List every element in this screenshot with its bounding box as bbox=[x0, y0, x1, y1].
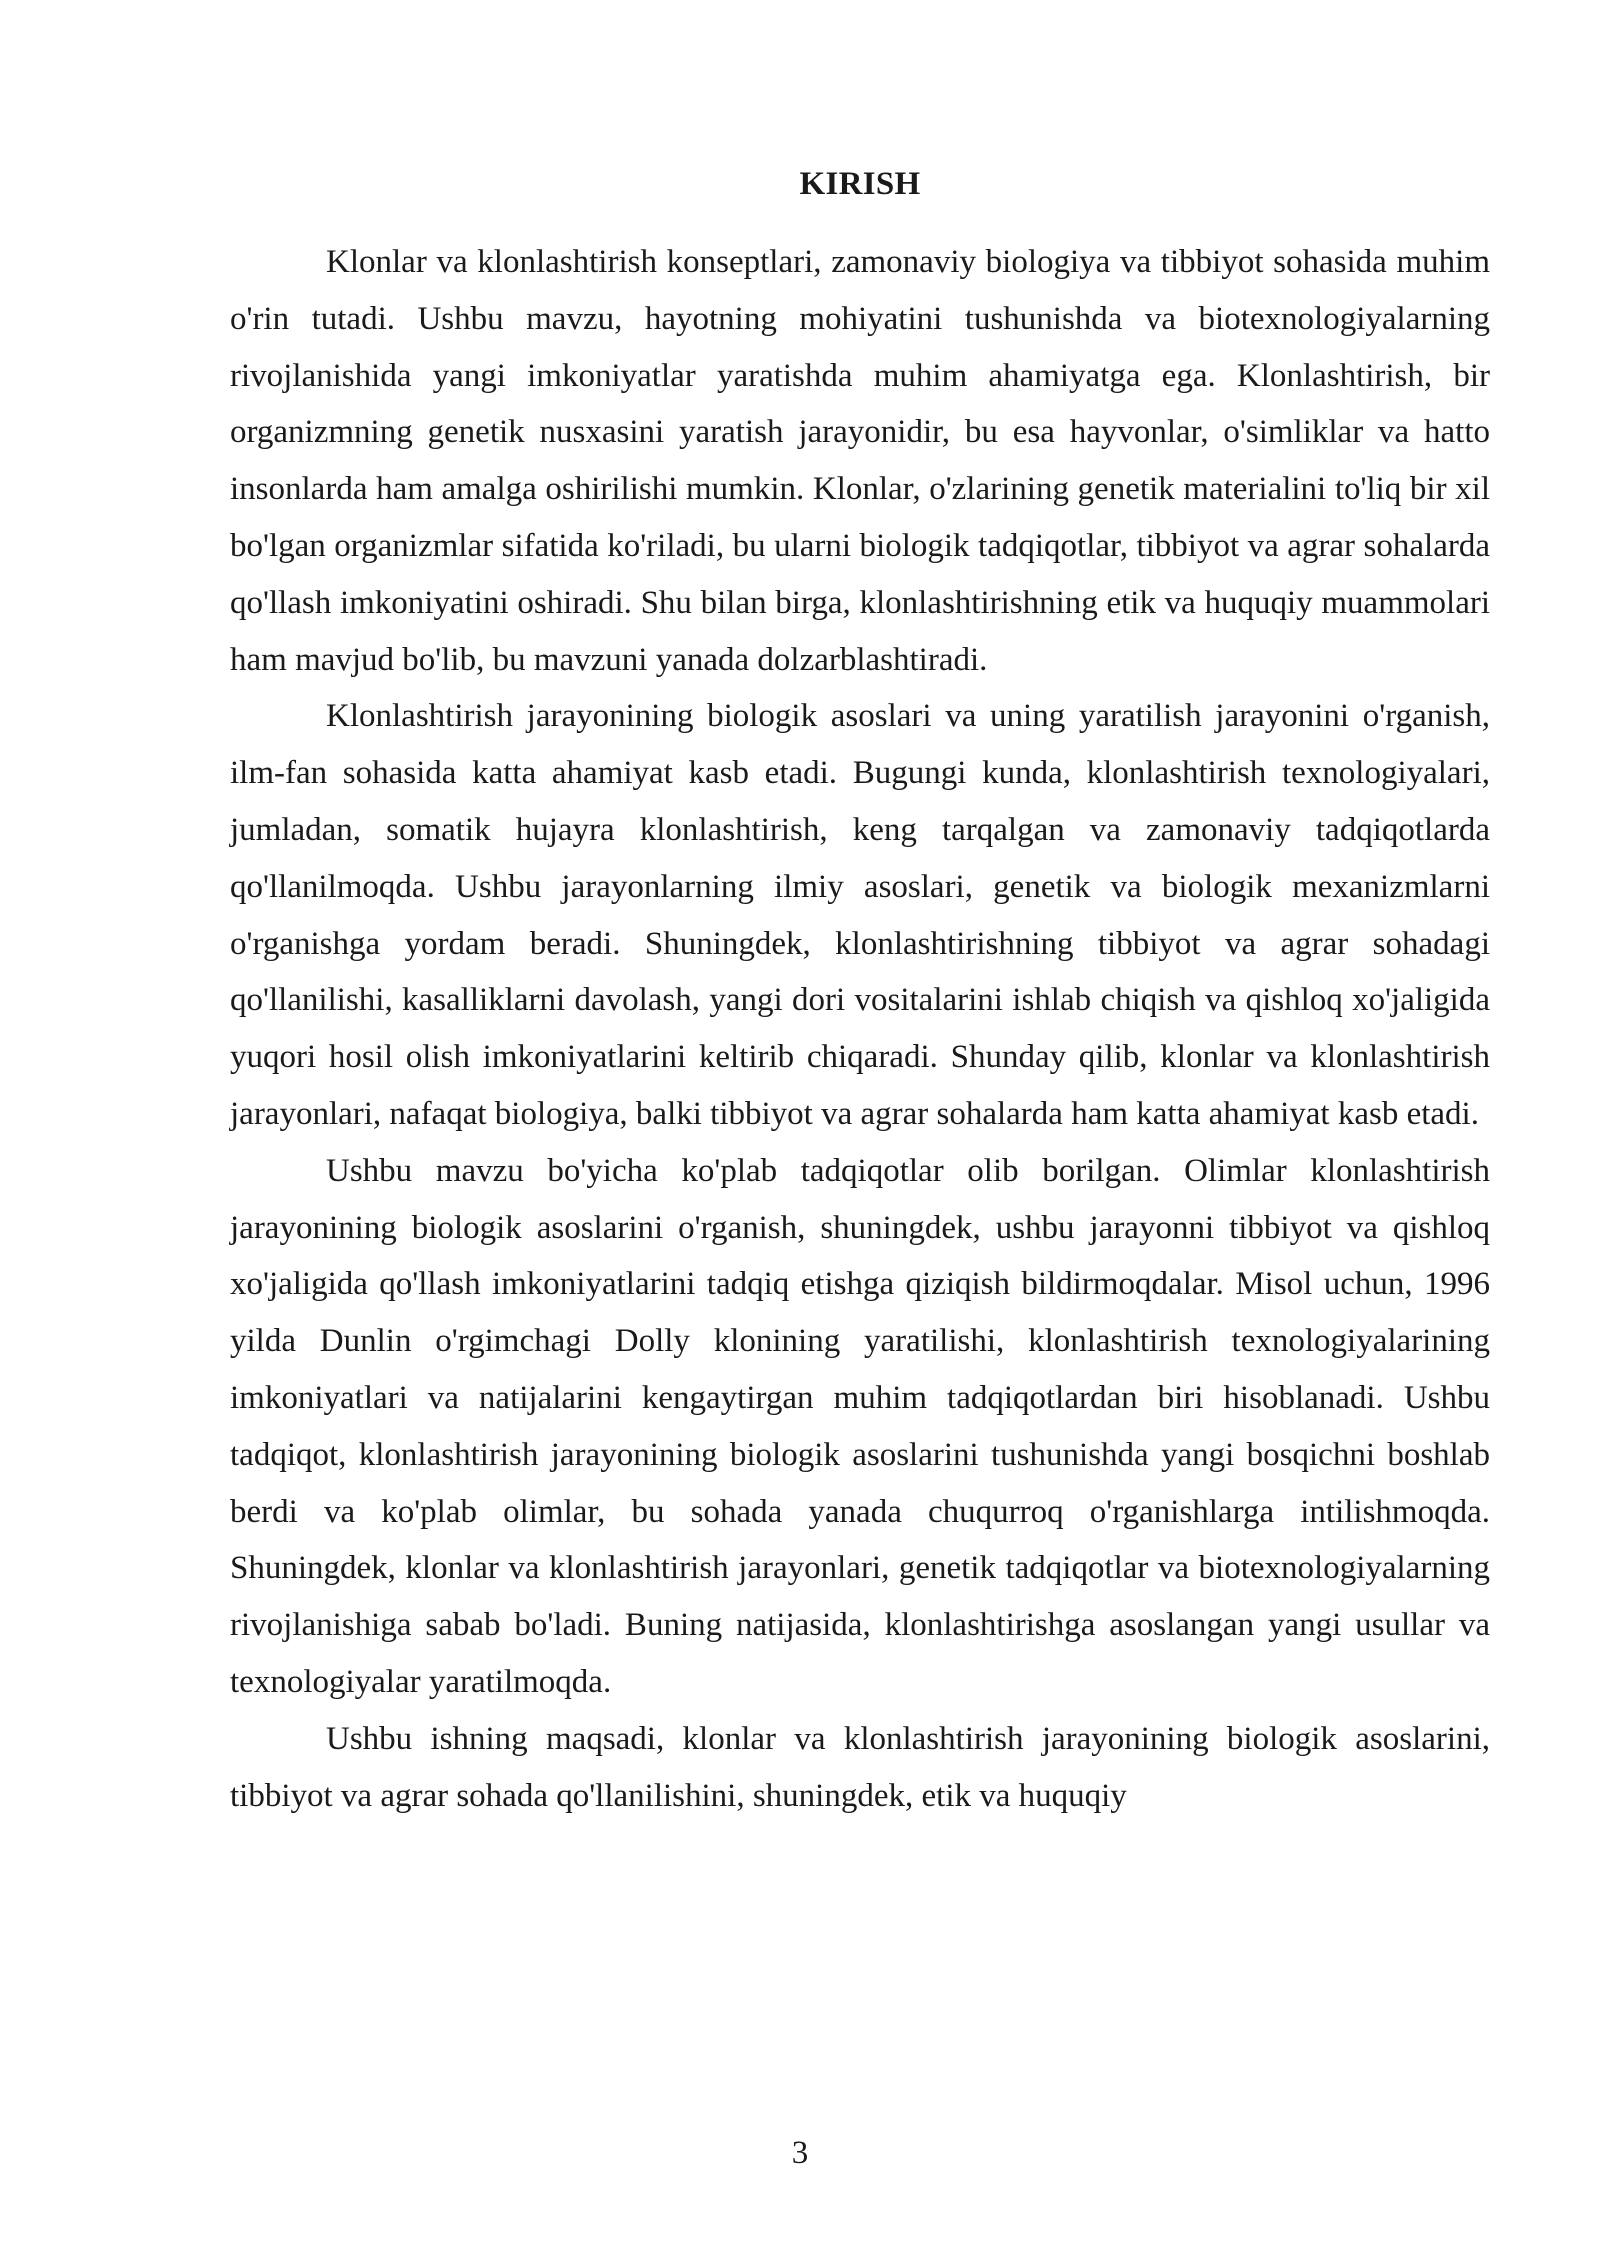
document-page bbox=[230, 160, 1490, 1824]
paragraph-3: Ushbu mavzu bo'yicha ko'plab tadqiqotlar olib borilgan. Olimlar klonlashtirish jarayonining biologik asoslarini o'rganish, shuningdek, ushbu jarayonni tibbiyot va qishloq xo'jaligida qo'llash imkoniyatlarini tadqiq etishga qiziqish bildirmoqdalar. Misol uchun, 1996 yilda Dunlin o'rgimchagi Dolly klonining yaratilishi, klonlashtirish texnologiyalarining imkoniyatlari va natijalarini kengaytirgan muhim tadqiqotlardan biri hisoblanadi. Ushbu tadqiqot, klonlashtirish jarayonining biologik asoslarini tushunishda yangi bosqichni boshlab berdi va ko'plab olimlar, bu sohada yanada chuqurroq o'rganishlarga intilishmoqda. Shuningdek, klonlar va klonlashtirish jarayonlari, genetik tadqiqotlar va biotexnologiyalarning rivojlanishiga sabab bo'ladi. Buning natijasida, klonlashtirishga asoslangan yangi usullar va texnologiyalar yaratilmoqda. bbox=[230, 1152, 1490, 1700]
paragraph-2: Klonlashtirish jarayonining biologik asoslari va uning yaratilish jarayonini o'rganish, ilm-fan sohasida katta ahamiyat kasb etadi. Bugungi kunda, klonlashtirish texnologiyalari, jumladan, somatik hujayra klonlashtirish, keng tarqalgan va zamonaviy tadqiqotlarda qo'llanilmoqda. Ushbu jarayonlarning ilmiy asoslari, genetik va biologik mexanizmlarni o'rganishga yordam beradi. Shuningdek, klonlashtirishning tibbiyot va agrar sohadagi qo'llanilishi, kasalliklarni davolash, yangi dori vositalarini ishlab chiqish va qishloq xo'jaligida yuqori hosil olish imkoniyatlarini keltirib chiqaradi. Shunday qilib, klonlar va klonlashtirish jarayonlari, nafaqat biologiya, balki tibbiyot va agrar sohalarda ham katta ahamiyat kasb etadi. bbox=[230, 698, 1490, 1132]
page-number: 3 bbox=[791, 2135, 809, 2171]
paragraph-1: Klonlar va klonlashtirish konseptlari, zamonaviy biologiya va tibbiyot sohasida muhim o'rin tutadi. Ushbu mavzu, hayotning mohiyatini tushunishda va biotexnologiyalarning rivojlanishida yangi imkoniyatlar yaratishda muhim ahamiyatga ega. Klonlashtirish, bir organizmning genetik nusxasini yaratish jarayonidir, bu esa hayvonlar, o'simliklar va hatto insonlarda ham amalga oshirilishi mumkin. Klonlar, o'zlarining genetik materialini to'liq bir xil bo'lgan organizmlar sifatida ko'riladi, bu ularni biologik tadqiqotlar, tibbiyot va agrar sohalarda qo'llash imkoniyatini oshiradi. Shu bilan birga, klonlashtirishning etik va huquqiy muammolari ham mavjud bo'lib, bu mavzuni yanada dolzarblashtiradi. bbox=[230, 244, 1490, 678]
paragraph-4: Ushbu ishning maqsadi, klonlar va klonlashtirish jarayonining biologik asoslarini, tibbiyot va agrar sohada qo'llanilishini, shuningdek, etik va huquqiy bbox=[230, 1720, 1490, 1814]
section-title: KIRISH bbox=[799, 166, 921, 202]
